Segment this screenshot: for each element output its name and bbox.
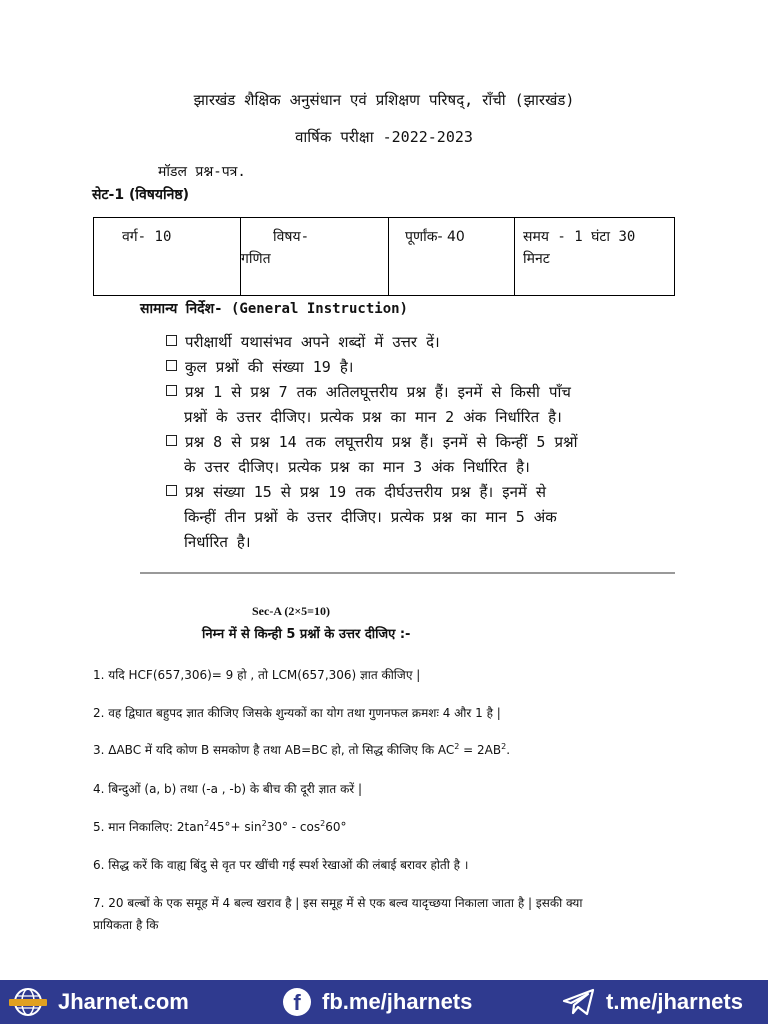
general-instruction-title: सामान्य निर्देश- (General Instruction) (140, 301, 408, 317)
instruction-line: किन्हीं तीन प्रश्नों के उत्तर दीजिए। प्रत्येक प्रश्न का मान 5 अंक (184, 508, 557, 526)
globe-icon (8, 986, 48, 1018)
superscript: 2 (320, 819, 326, 828)
section-title: Sec-A (2×5=10) (252, 604, 330, 618)
facebook-link[interactable] (282, 980, 472, 1024)
question-7-continued: प्रायिकता है कि (93, 918, 159, 932)
question-5-text: 60° (325, 820, 347, 834)
checkbox-icon (166, 335, 177, 346)
time-cell (515, 218, 675, 296)
section-divider (140, 572, 675, 574)
question-6: 6. सिद्ध करें कि वाह्य बिंदु से वृत पर खींची गई स्पर्श रेखाओं की लंबाई बरावर होती है । (93, 858, 469, 872)
instruction-item-2 (166, 355, 354, 380)
facebook-icon (282, 987, 312, 1017)
question-5-text: 45°+ sin (209, 820, 262, 834)
instruction-item-3 (166, 380, 571, 430)
facebook-text: fb.me/jharnets (322, 989, 473, 1014)
subject-label: विषय- (273, 229, 310, 245)
telegram-link[interactable] (562, 980, 743, 1024)
instruction-line: प्रश्न 1 से प्रश्न 7 तक अतिलघूत्तरीय प्रश्न हैं। इनमें से किसी पाँच (185, 383, 571, 401)
marks-value: पूर्णांक- 40 (405, 229, 465, 245)
time-value: समय - 1 घंटा 30 मिनट (523, 229, 636, 267)
board-name: झारखंड शैक्षिक अनुसंधान एवं प्रशिक्षण परिषद्, राँची (झारखंड) (193, 91, 575, 109)
website-link[interactable] (8, 980, 189, 1024)
instruction-item-1 (166, 330, 440, 355)
question-3 (93, 741, 510, 758)
subject-value: गणित (241, 251, 271, 267)
checkbox-icon (166, 385, 177, 396)
question-3-text: . (506, 743, 511, 757)
question-4: 4. बिन्दुओं (a, b) तथा (-a , -b) के बीच की दूरी ज्ञात करें | (93, 782, 363, 796)
instruction-line: प्रश्न 8 से प्रश्न 14 तक लघूत्तरीय प्रश्न हैं। इनमें से किन्हीं 5 प्रश्नों (185, 433, 578, 451)
footer-bar (0, 980, 768, 1024)
instruction-line: प्रश्नों के उत्तर दीजिए। प्रत्येक प्रश्न का मान 2 अंक निर्धारित है। (184, 408, 562, 426)
question-5-text: 30° - cos (266, 820, 321, 834)
marks-cell (389, 218, 515, 296)
section-subtitle: निम्न में से किन्ही 5 प्रश्नों के उत्तर दीजिए :- (202, 627, 411, 642)
instruction-line: निर्धारित है। (184, 533, 251, 551)
svg-text:f: f (293, 990, 301, 1015)
exam-title: वार्षिक परीक्षा -2022-2023 (295, 128, 473, 146)
website-text: Jharnet.com (58, 989, 189, 1014)
question-1: 1. यदि HCF(657,306)= 9 हो , तो LCM(657,306) ज्ञात कीजिए | (93, 668, 421, 682)
checkbox-icon (166, 435, 177, 446)
instruction-item-4 (166, 430, 578, 480)
telegram-icon (562, 988, 596, 1016)
superscript: 2 (204, 819, 210, 828)
instruction-line: कुल प्रश्नों की संख्या 19 है। (185, 358, 354, 376)
telegram-text: t.me/jharnets (606, 989, 743, 1014)
question-3-text: 3. ΔABC में यदि कोण B समकोण है तथा AB=BC हो, तो सिद्ध कीजिए कि AC (93, 743, 455, 757)
superscript: 2 (501, 742, 507, 751)
checkbox-icon (166, 485, 177, 496)
instruction-line: के उत्तर दीजिए। प्रत्येक प्रश्न का मान 3 अंक निर्धारित है। (184, 458, 530, 476)
question-5-text: 5. मान निकालिए: 2tan (93, 820, 205, 834)
instruction-line: प्रश्न संख्या 15 से प्रश्न 19 तक दीर्घउत्तरीय प्रश्न हैं। इनमें से (185, 483, 547, 501)
class-value: वर्ग- 10 (122, 229, 172, 245)
class-cell (94, 218, 241, 296)
question-3-text: = 2AB (459, 743, 502, 757)
superscript: 2 (454, 742, 460, 751)
exam-info-table (93, 217, 675, 296)
checkbox-icon (166, 360, 177, 371)
model-paper-label: मॉडल प्रश्न-पत्र. (158, 164, 246, 180)
question-7: 7. 20 बल्बों के एक समूह में 4 बल्व खराव है | इस समूह में से एक बल्व यादृच्छया निकाला जाता है | इसकी क्या (93, 896, 583, 910)
question-5 (93, 818, 346, 835)
instruction-line: परीक्षार्थी यथासंभव अपने शब्दों में उत्तर दें। (185, 333, 440, 351)
question-2: 2. वह द्विघात बहुपद ज्ञात कीजिए जिसके शुन्यकों का योग तथा गुणनफल क्रमशः 4 और 1 है | (93, 706, 501, 720)
instruction-item-5 (166, 480, 557, 555)
superscript: 2 (261, 819, 267, 828)
set-label: सेट-1 (विषयनिष्ठ) (92, 187, 190, 203)
subject-cell (241, 218, 389, 296)
